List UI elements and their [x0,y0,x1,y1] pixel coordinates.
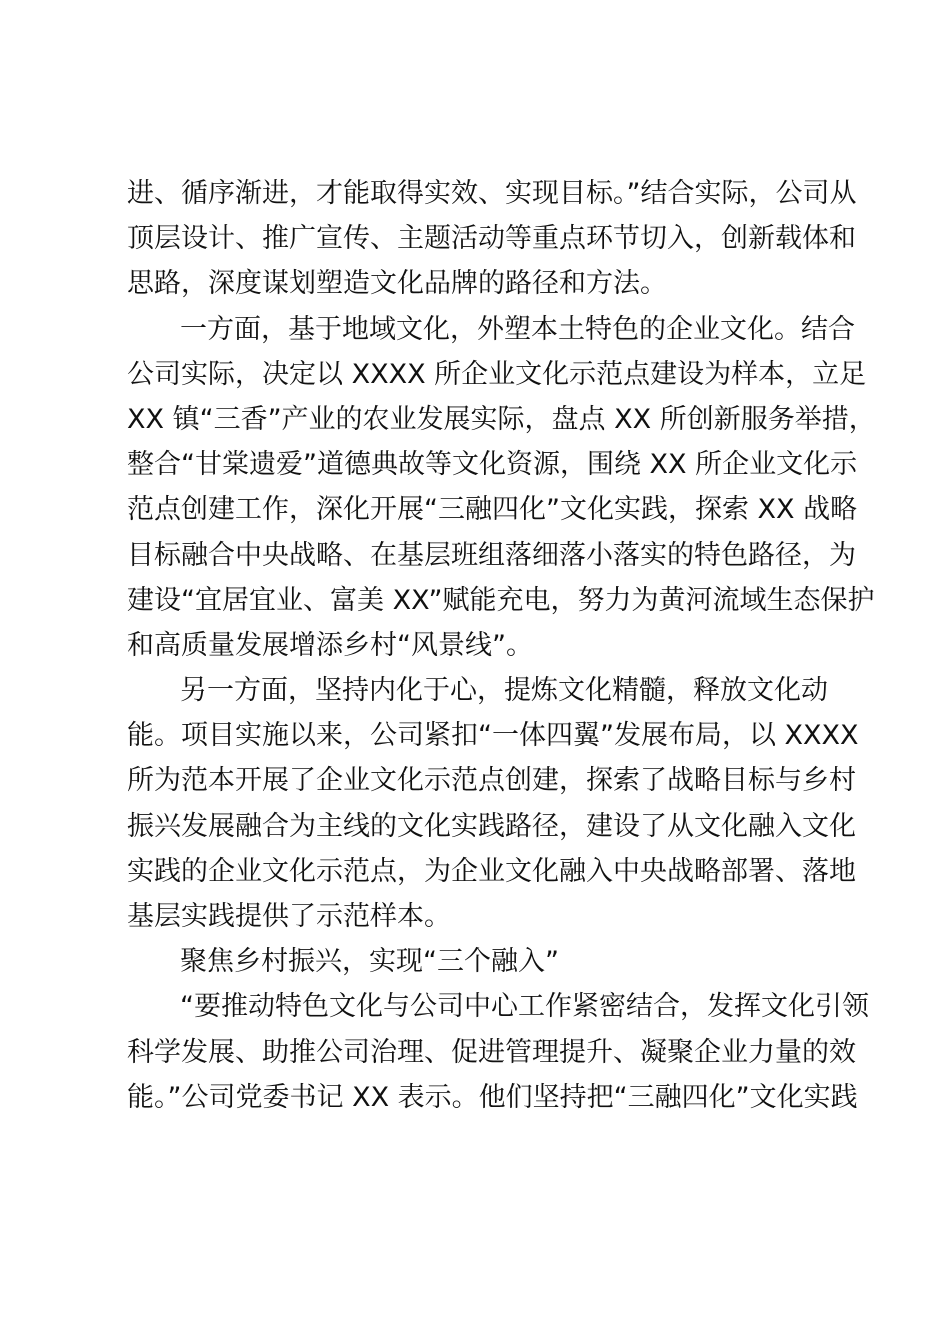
text-line: 公司实际，决定以 XXXX 所企业文化示范点建设为样本，立足 [127,358,867,390]
paragraph-start-line: 一方面，基于地域文化，外塑本土特色的企业文化。结合 [180,313,855,345]
paragraph-start-line: “要推动特色文化与公司中心工作紧密结合，发挥文化引领 [180,991,869,1023]
text-line: 范点创建工作，深化开展“三融四化”文化实践，探索 XX 战略 [127,494,858,526]
text-line: 科学发展、助推公司治理、促进管理提升、凝聚企业力量的效 [127,1036,856,1068]
body-text [127,171,876,1120]
text-line: 和高质量发展增添乡村“风景线”。 [127,629,533,661]
text-line: 思路，深度谋划塑造文化品牌的路径和方法。 [127,268,667,300]
text-line: 所为范本开展了企业文化示范点创建，探索了战略目标与乡村 [127,765,856,797]
text-line: 实践的企业文化示范点，为企业文化融入中央战略部署、落地 [127,855,856,887]
text-line: 整合“甘棠遗爱”道德典故等文化资源，围绕 XX 所企业文化示 [127,449,858,481]
text-line: 基层实践提供了示范样本。 [127,901,451,932]
text-line: 能。”公司党委书记 XX 表示。他们坚持把“三融四化”文化实践 [127,1081,858,1113]
text-line: 建设“宜居宜业、富美 XX”赋能充电，努力为黄河流域生态保护 [127,584,875,616]
section-heading: 聚焦乡村振兴，实现“三个融入” [180,946,559,978]
text-line: 能。项目实施以来，公司紧扣“一体四翼”发展布局，以 XXXX [127,720,859,752]
text-line: 顶层设计、推广宣传、主题活动等重点环节切入，创新载体和 [127,223,856,255]
text-line: XX 镇“三香”产业的农业发展实际，盘点 XX 所创新服务举措， [127,403,876,435]
text-line: 目标融合中央战略、在基层班组落细落小落实的特色路径，为 [127,539,856,571]
paragraph-start-line: 另一方面，坚持内化于心，提炼文化精髓，释放文化动 [180,675,828,707]
text-line: 进、循序渐进，才能取得实效、实现目标。”结合实际，公司从 [127,178,857,209]
text-line: 振兴发展融合为主线的文化实践路径，建设了从文化融入文化 [127,810,856,842]
